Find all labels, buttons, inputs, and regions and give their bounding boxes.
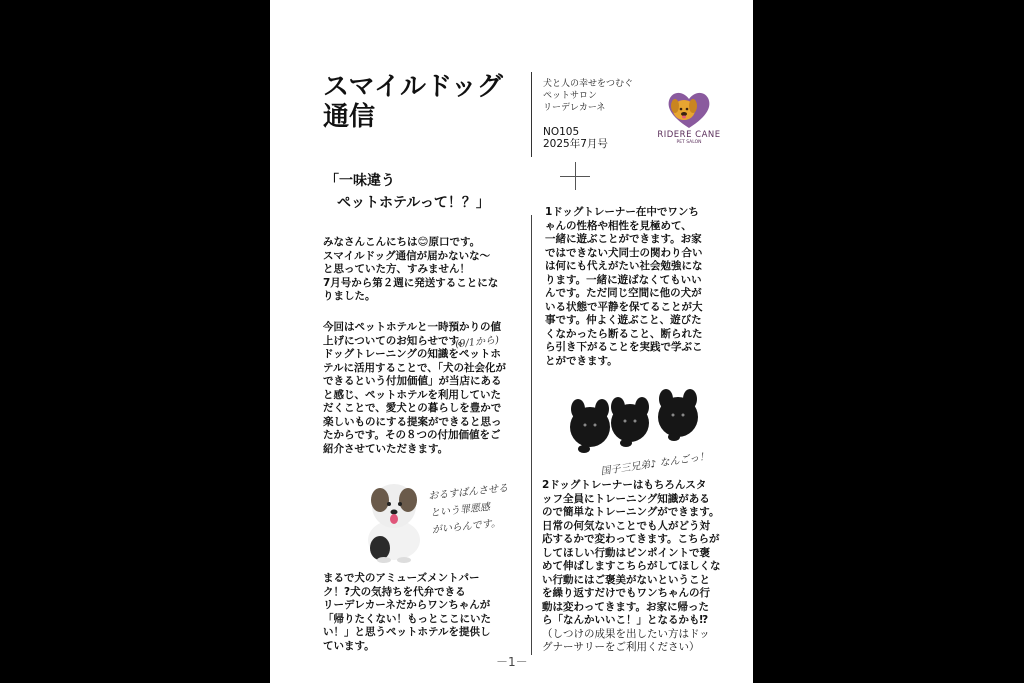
- text-line: グナーサリーをご利用ください）: [542, 641, 700, 653]
- text-line: は何にも代えがたい社会勉強にな: [545, 260, 703, 272]
- tagline-line: 犬と人の幸せをつむぐ: [543, 79, 634, 89]
- three-puppies-photo: [560, 385, 710, 455]
- title-line: スマイルドッグ: [323, 72, 503, 102]
- page-number: －1－: [496, 655, 528, 669]
- handwritten-date-note: (9/1から): [454, 334, 500, 351]
- text-line: ではできない犬同士の関わり合い: [545, 246, 703, 259]
- text-line: 7月号から第２週に発送することにな: [323, 276, 499, 289]
- text-line: してほしい行動はピンポイントで褒: [542, 546, 710, 559]
- dog-heart-logo-icon: [648, 86, 730, 130]
- salon-tagline: [543, 78, 633, 114]
- text-line: まるで犬のアミューズメントパー: [323, 572, 480, 584]
- greeting-paragraph: [323, 236, 528, 304]
- text-line: 日常の何気ないことでも人がどう対: [542, 519, 710, 532]
- tagline-line: ペットサロン: [543, 91, 598, 101]
- text-line: 1ドッグトレーナー在中でワンち: [545, 206, 699, 218]
- text-line: 2ドッグトレーナーはもちろんスタ: [542, 479, 707, 491]
- text-line: と感じ、ペットホテルを利用していた: [323, 388, 501, 401]
- text-line: い行動にはご褒美がないということ: [542, 573, 710, 586]
- text-line: （しつけの成果を出したい方はドッ: [542, 627, 710, 640]
- headline-line: ペットホテルって！？」: [337, 195, 490, 211]
- text-line: ク！?犬の気持ちを代弁できる: [323, 585, 466, 598]
- handwritten-note: [428, 480, 513, 539]
- text-line: ています。: [323, 639, 375, 652]
- text-line: 動は変わってきます。お家に帰った: [542, 600, 710, 613]
- text-line: 楽しいものにする提案ができると思っ: [323, 415, 502, 428]
- crosshair-mark: [575, 162, 576, 190]
- text-line: 上げについてのお知らせです。: [323, 334, 469, 347]
- text-line: ッフ全員にトレーニング知識がある: [542, 492, 710, 505]
- tagline-line: リーデレカーネ: [543, 103, 606, 113]
- text-line: りました。: [323, 290, 376, 302]
- text-line: 応するかで変わってきます。こちらが: [542, 533, 720, 545]
- text-line: できるという付加価値」が当店にある: [323, 375, 502, 387]
- headline-line: 「一味違う: [325, 173, 395, 189]
- issue-number: NO105: [543, 126, 580, 138]
- text-line: ゃんの性格や相性を見極めて、: [545, 219, 692, 232]
- text-line: めて伸ばしますこちらがしてほしくな: [542, 560, 721, 572]
- handwritten-caption: 国子三兄弟♪ なんごっ！: [600, 451, 710, 478]
- divider: [531, 72, 532, 157]
- sheepdog-photo: [356, 478, 432, 564]
- newsletter-title: [323, 72, 503, 132]
- title-line: 通信: [323, 102, 376, 132]
- text-line: だくことで、愛犬との暮らしを豊かで: [323, 402, 502, 414]
- text-line: くなかったら断ること、断られた: [545, 327, 703, 340]
- value-point-2: [542, 479, 730, 655]
- logo-sub: PET SALON: [676, 140, 702, 145]
- text-line: とができます。: [545, 354, 618, 367]
- text-line: ので簡単なトレーニングができます。: [542, 506, 720, 518]
- text-line: ら「なんかいいこ！」となるかも⁉: [542, 614, 709, 626]
- salon-logo: [648, 86, 730, 146]
- text-line: ら引き下がることを実践で学ぶこ: [545, 341, 703, 353]
- text-line: んです。ただ同じ空間に他の犬が: [545, 287, 702, 299]
- text-line: スマイルドッグ通信が届かないな～: [323, 249, 491, 262]
- text-line: リーデレカーネだからワンちゃんが: [323, 599, 491, 611]
- text-line: ドッグトレーニングの知識をペットホ: [323, 348, 501, 360]
- text-line: を繰り返すだけでもワンちゃんの行: [542, 587, 710, 599]
- issue-date: 2025年7月号: [543, 138, 608, 150]
- text-line: たからです。その８つの付加価値をご: [323, 429, 501, 441]
- column-divider: [531, 215, 532, 655]
- text-line: みなさんこんにちは😊原口です。: [323, 236, 481, 248]
- text-line: テルに活用することで、「犬の社会化が: [323, 361, 507, 374]
- headline: [325, 170, 490, 214]
- text-line: 紹介させていただきます。: [323, 442, 449, 455]
- issue-info: [543, 126, 608, 150]
- text-line: 今回はペットホテルと一時預かりの値: [323, 321, 501, 333]
- text-line: いる状態で平静を保てることが大: [545, 300, 703, 313]
- text-line: い！」と思うペットホテルを提供し: [323, 626, 491, 638]
- amusement-paragraph: [323, 572, 528, 653]
- note-line: がいらんです。: [431, 517, 502, 537]
- text-line: 「帰りたくない！もっとここにいた: [323, 612, 491, 625]
- note-line: という罪悪感: [429, 501, 491, 520]
- text-line: と思っていた方、すみません！: [323, 263, 470, 275]
- newsletter-page: [270, 0, 753, 683]
- text-line: ります。一緒に遊ばなくてもいい: [545, 273, 702, 286]
- value-point-1: [545, 206, 730, 368]
- logo-name: RIDERE CANE: [657, 130, 721, 140]
- note-line: おるすばんさせる: [427, 482, 509, 503]
- text-line: 一緒に遊ぶことができます。お家: [545, 233, 702, 245]
- text-line: 事です。仲よく遊ぶこと、遊びた: [545, 314, 702, 326]
